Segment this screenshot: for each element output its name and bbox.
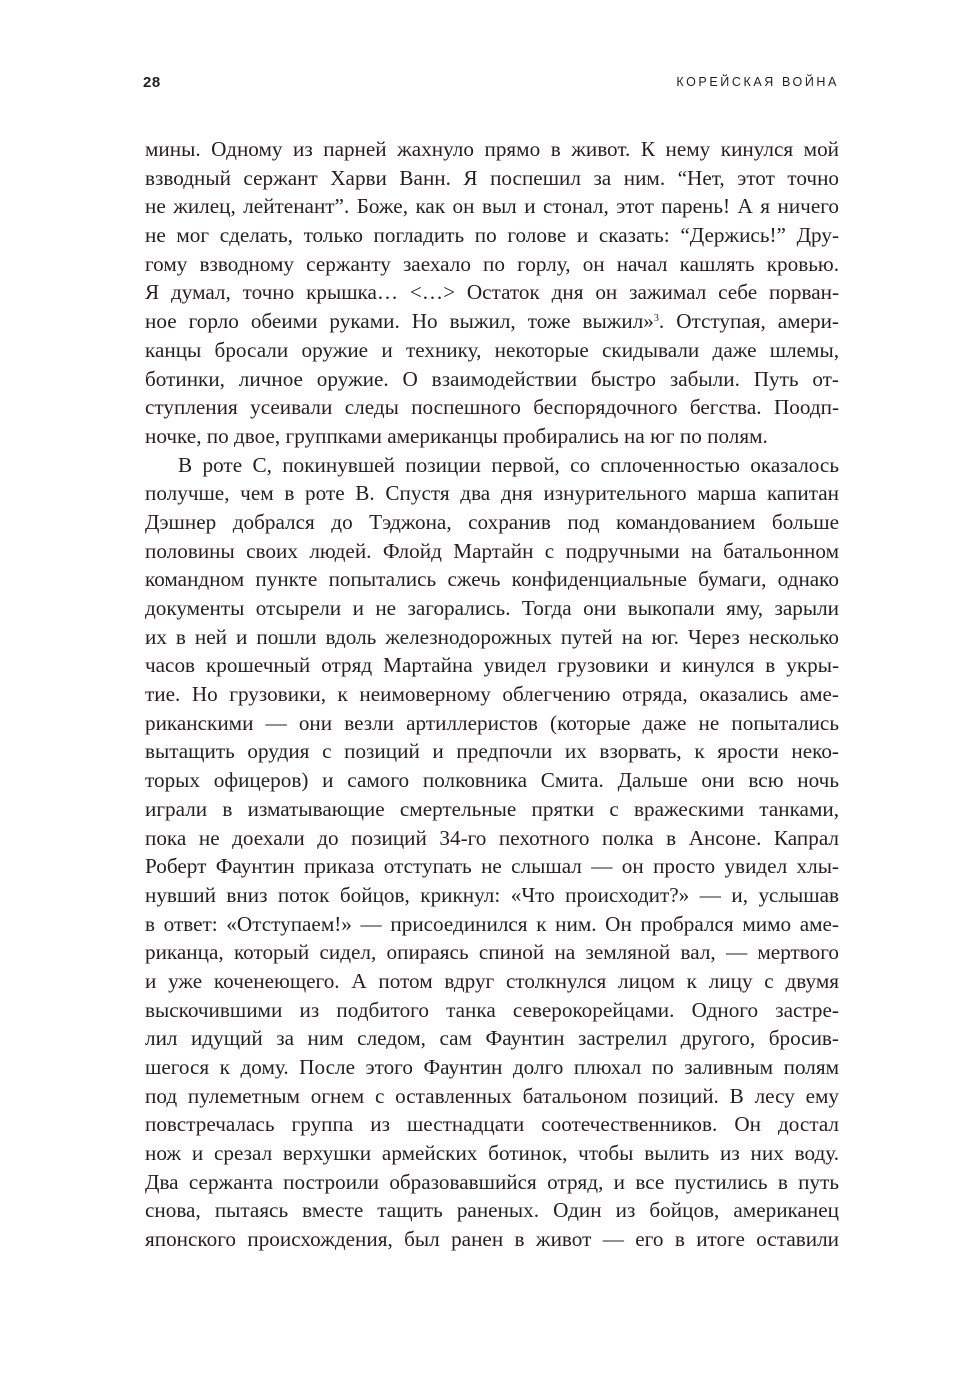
chapter-title: КОРЕЙСКАЯ ВОЙНА xyxy=(676,75,839,89)
text-line: командном пункте попытались сжечь конфиденциальные бумаги, однако xyxy=(145,567,839,592)
text-line: риканца, который сидел, опираясь спиной на земляной вал, — мертвого xyxy=(145,940,839,965)
text-line: под пулеметным огнем с оставленных батальоном позиций. В лесу ему xyxy=(145,1083,839,1108)
text-line: взводный сержант Харви Ванн. Я поспешил за ним. “Нет, этот точно xyxy=(145,165,839,190)
text-line: гому взводному сержанту заехало по горлу, он начал кашлять кровью. xyxy=(145,251,839,276)
text-line: Два сержанта построили образовавшийся отряд, и все пустились в путь xyxy=(145,1169,839,1194)
text-line: риканскими — они везли артиллеристов (которые даже не попытались xyxy=(145,710,839,735)
text-line: Роберт Фаунтин приказа отступать не слышал — он просто увидел хлы- xyxy=(145,854,839,879)
text-line: нож и срезал верхушки армейских ботинок, чтобы вылить из них воду. xyxy=(145,1141,839,1166)
text-line: Дэшнер добрался до Тэджона, сохранив под командованием больше xyxy=(145,509,839,534)
text-line: ночке, по двое, группками американцы пробирались на юг по полям. xyxy=(145,423,768,448)
text-line: торых офицеров) и самого полковника Смита. Дальше они всю ночь xyxy=(145,768,839,793)
paragraph-2 xyxy=(145,451,839,1254)
running-header xyxy=(143,74,839,98)
text-line: в ответ: «Отступаем!» — присоединился к ним. Он пробрался мимо аме- xyxy=(145,911,839,936)
text-segment: . Отступая, амери- xyxy=(658,309,839,334)
page-number: 28 xyxy=(143,74,161,91)
text-line: Я думал, точно крышка… <…> Остаток дня он зажимал себе порван- xyxy=(145,280,839,305)
text-line: повстречалась группа из шестнадцати соотечественников. Он достал xyxy=(145,1112,839,1137)
text-line: шегося к дому. После этого Фаунтин долго плюхал по заливным полям xyxy=(145,1055,839,1079)
text-line: лил идущий за ним следом, сам Фаунтин застрелил другого, бросив- xyxy=(145,1026,839,1051)
text-line: их в ней и пошли вдоль железнодорожных путей на юг. Через несколько xyxy=(145,624,839,649)
text-line: В роте C, покинувшей позиции первой, со сплоченностью оказалось xyxy=(178,452,839,477)
text-line: пока не доехали до позиций 34-го пехотного полка в Ансоне. Капрал xyxy=(145,825,839,850)
text-line: японского происхождения, был ранен в живот — его в итоге оставили xyxy=(145,1227,839,1252)
text-line-with-footnote xyxy=(145,307,839,336)
paragraph-1 xyxy=(145,135,839,451)
text-line: ступления усеивали следы поспешного беспорядочного бегства. Поодп- xyxy=(145,395,839,420)
footnote-marker: 3 xyxy=(653,313,659,325)
text-line: часов крошечный отряд Мартайна увидел грузовики и кинулся в укры- xyxy=(145,653,839,678)
text-line: канцы бросали оружие и технику, некоторые скидывали даже шлемы, xyxy=(145,337,839,362)
body-text xyxy=(145,135,839,1254)
text-segment: ное горло обеими руками. Но выжил, тоже выжил» xyxy=(145,309,654,334)
text-line: половины своих людей. Флойд Мартайн с подручными на батальонном xyxy=(145,538,839,563)
text-line: и уже коченеющего. А потом вдруг столкнулся лицом к лицу с двумя xyxy=(145,968,839,993)
text-line: нувший вниз поток бойцов, крикнул: «Что происходит?» — и, услышав xyxy=(145,882,839,907)
text-line: выскочившими из подбитого танка северокорейцами. Одного застре- xyxy=(145,997,839,1022)
text-line: вытащить орудия с позиций и предпочли их взорвать, к ярости неко- xyxy=(145,739,839,764)
text-line: тие. Но грузовики, к неимоверному облегчению отряда, оказались аме- xyxy=(145,682,839,707)
text-line: не жилец, лейтенант”. Боже, как он выл и стонал, этот парень! А я ничего xyxy=(145,194,839,219)
text-line: играли в изматывающие смертельные прятки с вражескими танками, xyxy=(145,796,839,821)
text-line: снова, пытаясь вместе тащить раненых. Один из бойцов, американец xyxy=(145,1198,839,1223)
text-line: документы отсырели и не загорались. Тогда они выкопали яму, зарыли xyxy=(145,596,839,620)
text-line: ботинки, личное оружие. О взаимодействии быстро забыли. Путь от- xyxy=(145,366,839,391)
text-line: не мог сделать, только погладить по голове и сказать: “Держись!” Дру- xyxy=(145,223,839,248)
text-line: получше, чем в роте B. Спустя два дня изнурительного марша капитан xyxy=(145,481,839,506)
text-line: мины. Одному из парней жахнуло прямо в живот. К нему кинулся мой xyxy=(145,137,839,161)
